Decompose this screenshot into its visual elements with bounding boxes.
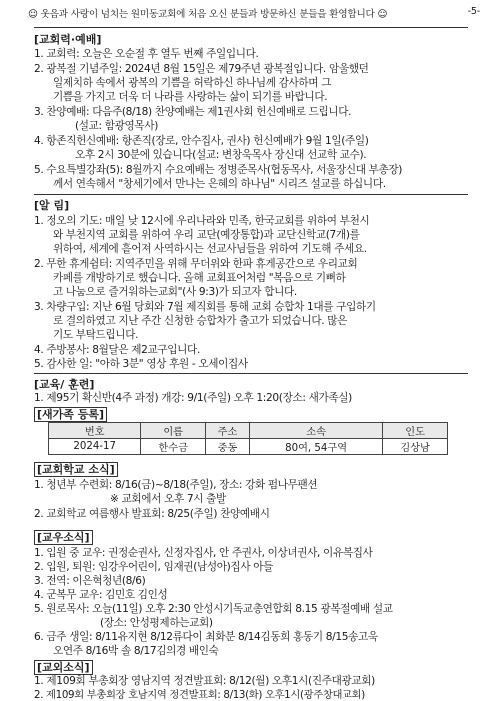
worship-item-cont: 께서 연속해서 "창세기에서 만나는 은혜의 하나님" 시리즈 설교를 하십니다.	[53, 178, 386, 190]
worship-item-cont: (설교: 함광영목사)	[75, 120, 158, 132]
notice-item-cont: 기도 부탁드립니다.	[53, 329, 139, 341]
col-header: 번호	[49, 423, 141, 439]
section-title-training: [교육/ 훈련]	[34, 378, 95, 391]
worship-item: 3. 찬양예배: 다음주(8/18) 찬양예배는 제1권사회 헌신예배로 드립니다.	[34, 106, 352, 118]
page-header	[28, 6, 488, 22]
table-cell: 한수금	[141, 439, 206, 455]
school-item: 2. 교회학교 여름행사 발표회: 8/25(주일) 찬양예배시	[34, 508, 270, 520]
table-cell: 2024-17	[49, 439, 141, 455]
col-header: 소속	[249, 423, 382, 439]
section-title-school: [교회학교 소식]	[34, 461, 118, 477]
table-cell: 80여, 54구역	[249, 439, 382, 455]
welcome-banner: ☺ 웃음과 사랑이 넘치는 원미동교회에 처음 오신 분들과 방문하신 분들을 환영합니다 ☺	[28, 9, 388, 20]
newfamily-table	[48, 422, 448, 455]
member-item: 2. 입원, 퇴원: 임강우어린이, 임재권(남성아)집사 아들	[34, 561, 273, 573]
section-title-worship: [교회력·예배]	[34, 33, 102, 46]
worship-item: 5. 수요특별강좌(5): 8월까지 수요예배는 정병준목사(협동목사, 서울장신대 부총장)	[34, 164, 403, 176]
col-header: 주소	[206, 423, 250, 439]
training-item: 1. 제95기 확신반(4주 과정) 개강: 9/1(주일) 오후 1:20(장소: 새가족실)	[34, 392, 352, 404]
col-header: 인도	[383, 423, 448, 439]
section-title-members: [교우소식]	[34, 529, 93, 545]
page-number: -5-	[467, 6, 480, 17]
member-item: 6. 금주 생일: 8/11유지현 8/12류다이 최화분 8/14김동희 홍동기 8/15송고욱	[34, 631, 378, 643]
notice-item-cont: 와 부천지역 교회를 위하여 우리 교단(예장통합)과 교단신학교(7개)를	[53, 229, 360, 241]
school-item-note: ※ 교회에서 오후 7시 출발	[110, 493, 226, 505]
notice-item-cont: 위하여, 세계에 흩어져 사역하시는 선교사님들을 위하여 기도해 주세요.	[53, 243, 367, 255]
section-title-newfamily: [새가족 등록]	[34, 406, 107, 422]
col-header: 이름	[141, 423, 206, 439]
notice-item: 3. 차량구입: 지난 6월 당회와 7월 제직회를 통해 교회 승합차 1대를 구입하기	[34, 301, 376, 313]
worship-item-cont: 일제치하 속에서 광복의 기쁨을 허락하신 하나님께 감사하며 그	[53, 77, 332, 89]
section-title-presbytery: [교외소식]	[34, 659, 93, 675]
table-row	[49, 439, 448, 455]
divider	[34, 27, 468, 28]
presbytery-item: 1. 제109회 부총회장 영남지역 정견발표회: 8/12(월) 오후1시(진주대광교회)	[34, 675, 375, 687]
presbytery-item: 2. 제109회 부총회장 호남지역 정견발표회: 8/13(화) 오후1시(광주창대교회)	[34, 689, 365, 701]
section-title-notices: [알 림]	[34, 199, 70, 212]
notice-item: 5. 감사한 일: "아하 3분" 영상 후원 - 오세이집사	[34, 358, 248, 370]
notice-item: 2. 무한 휴게쉼터: 지역주민을 위해 무더위와 한파 휴게공간으로 우리교회	[34, 258, 358, 270]
notice-item-cont: 고 나눔으로 즐거워하는교회"(사 9:3)가 되고자 합니다.	[53, 286, 297, 298]
member-item: 1. 입원 중 교우: 권정순권사, 신정자집사, 안 주권사, 이상녀권사, 이유복집사	[34, 547, 373, 559]
school-item: 1. 청년부 수련회: 8/16(금)~8/18(주일), 장소: 강화 펌나무팬션	[34, 479, 318, 491]
member-item: 4. 군복무 교우: 김민호 김인성	[34, 589, 168, 601]
member-item: 5. 원로목사: 오늘(11일) 오후 2:30 안성시기독교총연합회 8.15 광복절예배 설교	[34, 603, 393, 615]
worship-item: 1. 교회력: 오늘은 오순절 후 열두 번째 주일입니다.	[34, 48, 259, 60]
notice-item-cont: 카페를 개방하기로 했습니다. 올해 교회표어처럼 "복음으로 기뻐하	[53, 272, 346, 284]
notice-item-cont: 로 결의하였고 지난 주간 신청한 승합차가 출고가 되었습니다. 많은	[53, 315, 348, 327]
member-item-cont: (장소: 안성평제하는교회)	[100, 617, 213, 629]
table-header-row	[49, 423, 448, 439]
table-cell: 중동	[206, 439, 250, 455]
divider	[34, 373, 468, 374]
divider	[34, 194, 468, 195]
member-item-cont: 오연주 8/16박 솔 8/17김의경 배인숙	[53, 645, 219, 657]
worship-item-cont: 기쁨을 가지고 더욱 더 나라를 사랑하는 삶이 되기를 바랍니다.	[53, 91, 328, 103]
worship-item-cont: 오후 2시 30분에 있습니다(설교: 변창욱목사 장신대 선교학 교수).	[75, 149, 367, 161]
table-cell: 김상남	[383, 439, 448, 455]
notice-item: 1. 정오의 기도: 매일 낮 12시에 우리나라와 민족, 한국교회를 위하여 부천시	[34, 215, 370, 227]
notice-item: 4. 주방봉사: 8월달은 제2교구입니다.	[34, 344, 200, 356]
member-item: 3. 전역: 이은혁청년(8/6)	[34, 575, 146, 587]
worship-item: 2. 광복절 기념주일: 2024년 8월 15일은 제79주년 광복절입니다. 암울했던	[34, 63, 369, 75]
worship-item: 4. 항존직헌신예배: 항존직(장로, 안수집사, 권사) 헌신예배가 9월 1일(주일)	[34, 135, 369, 147]
